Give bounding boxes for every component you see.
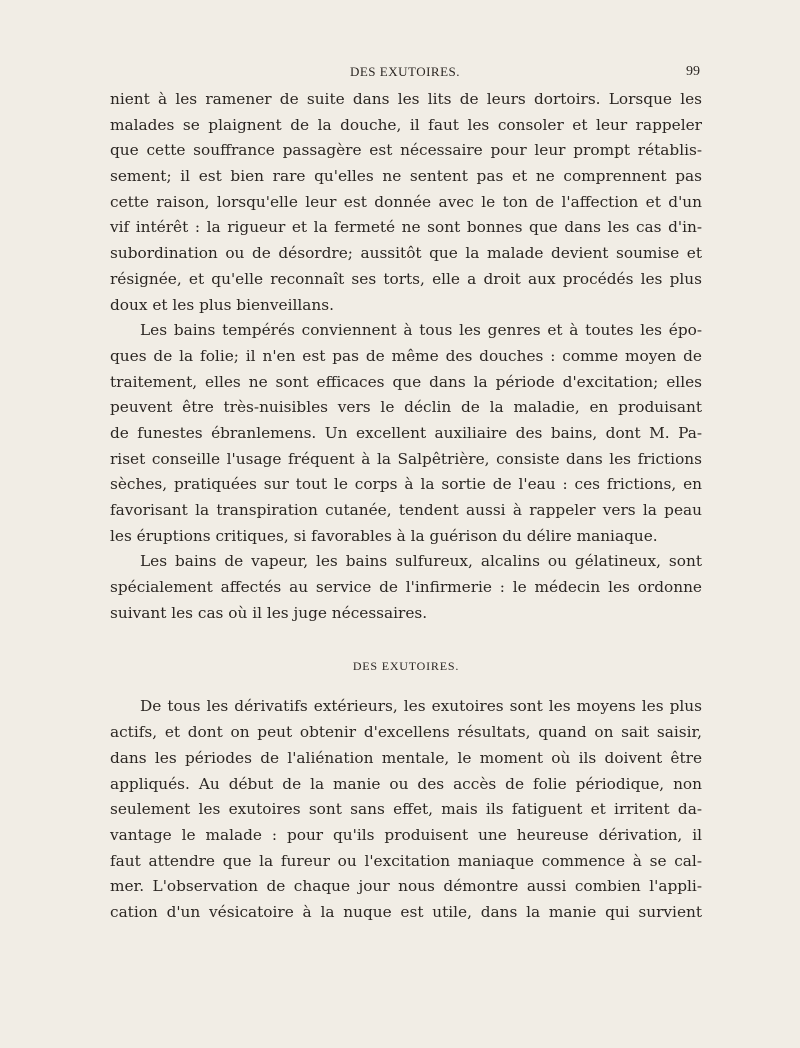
- running-title: DES EXUTOIRES.: [349, 64, 461, 79]
- text-line: traitement, elles ne sont efficaces que dans la période d'excitation; elles: [110, 372, 702, 391]
- text-line: sèches, pratiquées sur tout le corps à la sortie de l'eau : ces frictions, en: [110, 475, 702, 494]
- body-text: [110, 87, 702, 926]
- text-line: de funestes ébranlemens. Un excellent auxiliaire des bains, dont M. Pa-: [110, 423, 702, 442]
- text-line: seulement les exutoires sont sans effet, mais ils fatiguent et irritent da-: [110, 800, 702, 819]
- text-line: appliqués. Au début de la manie ou des accès de folie périodique, non: [110, 774, 702, 793]
- text-line: spécialement affectés au service de l'infirmerie : le médecin les ordonne: [110, 578, 702, 597]
- text-line: dans les périodes de l'aliénation mentale, le moment où ils doivent être: [110, 748, 702, 767]
- text-line: suivant les cas où il les juge nécessaires.: [110, 603, 428, 622]
- text-line: peuvent être très-nuisibles vers le déclin de la maladie, en produisant: [110, 398, 702, 417]
- text-line: faut attendre que la fureur ou l'excitation maniaque commence à se cal-: [110, 851, 702, 870]
- text-line: vantage le malade : pour qu'ils produisent une heureuse dérivation, il: [110, 825, 702, 844]
- text-line: mer. L'observation de chaque jour nous démontre aussi combien l'appli-: [110, 877, 702, 896]
- text-line: Les bains de vapeur, les bains sulfureux, alcalins ou gélatineux, sont: [140, 552, 702, 571]
- text-line: nient à les ramener de suite dans les lits de leurs dortoirs. Lorsque les: [110, 90, 702, 108]
- text-line: favorisant la transpiration cutanée, tendent aussi à rappeler vers la peau: [110, 501, 702, 519]
- paragraph-4: [110, 694, 702, 925]
- running-head: [110, 64, 700, 86]
- page-number: 99: [686, 64, 700, 79]
- text-line: ques de la folie; il n'en est pas de même des douches : comme moyen de: [110, 346, 702, 365]
- text-line: vif intérêt : la rigueur et la fermeté ne sont bonnes que dans les cas d'in-: [110, 218, 702, 237]
- paragraph-1: [110, 87, 702, 318]
- text-line: les éruptions critiques, si favorables à la guérison du délire maniaque.: [110, 526, 658, 545]
- text-line: cette raison, lorsqu'elle leur est donnée avec le ton de l'affection et d'un: [110, 192, 702, 211]
- text-line: doux et les plus bienveillans.: [110, 295, 334, 314]
- text-line: résignée, et qu'elle reconnaît ses torts, elle a droit aux procédés les plus: [110, 269, 702, 288]
- section-heading: DES EXUTOIRES.: [352, 659, 460, 674]
- text-line: actifs, et dont on peut obtenir d'excellens résultats, quand on sait saisir,: [110, 723, 702, 742]
- text-line: malades se plaignent de la douche, il faut les consoler et leur rappeler: [110, 115, 702, 134]
- text-line: subordination ou de désordre; aussitôt que la malade devient soumise et: [110, 244, 702, 263]
- text-line: cation d'un vésicatoire à la nuque est utile, dans la manie qui survient: [110, 902, 702, 921]
- paragraph-3: [110, 549, 702, 626]
- paragraph-2: [110, 318, 702, 549]
- text-line: sement; il est bien rare qu'elles ne sentent pas et ne comprennent pas: [110, 167, 702, 186]
- text-line: Les bains tempérés conviennent à tous les genres et à toutes les épo-: [140, 321, 702, 340]
- text-line: que cette souffrance passagère est nécessaire pour leur prompt rétablis-: [110, 141, 702, 160]
- text-line: riset conseille l'usage fréquent à la Salpêtrière, consiste dans les frictions: [110, 449, 702, 468]
- text-line: De tous les dérivatifs extérieurs, les exutoires sont les moyens les plus: [140, 697, 702, 716]
